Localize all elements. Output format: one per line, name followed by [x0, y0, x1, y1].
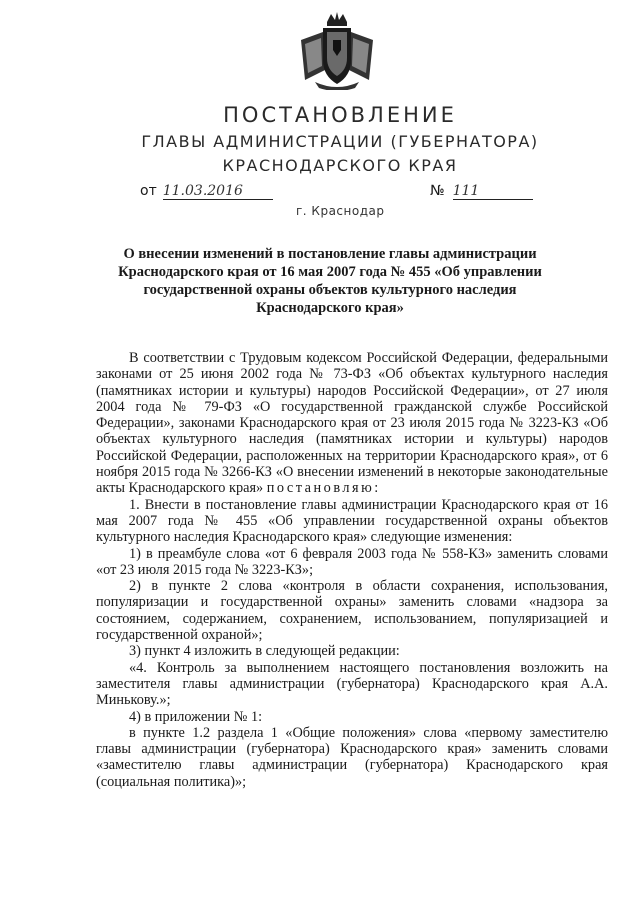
- clause-1-3-text: «4. Контроль за выполнением настоящего постановления возложить на заместителя главы администрации (губернатора) Краснодарского края А.А. Минькову.»;: [96, 659, 608, 709]
- preamble-text: В соответствии с Трудовым кодексом Российской Федерации, федеральными законами от 25 июня 2002 года № 73-ФЗ «Об объектах культурного наследия (памятниках истории и культуры) народов Российской Федерации», от 27 июля 2004 года № 79-ФЗ «О государственной гражданской службе Российской Федерации», законами Краснодарского края от 23 июля 2015 года № 3223-КЗ «Об объектах культурного наследия (памятниках истории и культуры) народов Российской Федерации, расположенных на территории Краснодарского края», от 6 ноября 2015 года № 3266-КЗ «О внесении изменений в некоторые законодательные акты Краснодарского края»: [96, 350, 608, 497]
- date-line: [140, 183, 273, 200]
- region-heading: КРАСНОДАРСКОГО КРАЯ: [222, 156, 458, 175]
- number-value: 111: [453, 183, 533, 200]
- clause-1-3: 3) пункт 4 изложить в следующей редакции:: [129, 643, 400, 660]
- issuer-heading: ГЛАВЫ АДМИНИСТРАЦИИ (ГУБЕРНАТОРА): [141, 132, 539, 151]
- clause-1-4-text: в пункте 1.2 раздела 1 «Общие положения» слова «первому заместителю главы администрации (губернатора) Краснодарского края» заменить словами «заместителю главы администрации (губернатора) Краснодарского края (социальная политика)»;: [96, 724, 608, 790]
- krasnodar-coat-of-arms-icon: [293, 10, 381, 90]
- clause-1: 1. Внести в постановление главы администрации Краснодарского края от 16 мая 2007 года № 455 «Об управлении государственной охраны объектов культурного наследия Краснодарского края» следующие изменения:: [96, 496, 608, 546]
- clause-1-1: 1) в преамбуле слова «от 6 февраля 2003 года № 558-КЗ» заменить словами «от 23 июля 2015 года № 3223-КЗ»;: [96, 545, 608, 578]
- preamble-paragraph: [96, 350, 608, 497]
- decree-word: постановляю:: [266, 480, 381, 497]
- document-body: [96, 350, 608, 790]
- clause-1-2: 2) в пункте 2 слова «контроля в области сохранения, использования, популяризации и государственной охраны» заменить словами «надзора за состоянием, содержанием, сохранением, использованием, популяризацией и государственной охраной»;: [96, 578, 608, 644]
- city-label: г. Краснодар: [296, 204, 385, 218]
- date-label: от: [140, 183, 157, 199]
- number-label: №: [430, 183, 445, 199]
- document-type-heading: ПОСТАНОВЛЕНИЕ: [223, 103, 457, 127]
- date-value: 11.03.2016: [163, 183, 273, 200]
- number-line: [430, 183, 533, 200]
- document-title: О внесении изменений в постановление главы администрации Краснодарского края от 16 мая 2007 года № 455 «Об управлении государственной охраны объектов культурного наследия Краснодарского края»: [118, 246, 542, 316]
- clause-1-4: 4) в приложении № 1:: [129, 708, 263, 725]
